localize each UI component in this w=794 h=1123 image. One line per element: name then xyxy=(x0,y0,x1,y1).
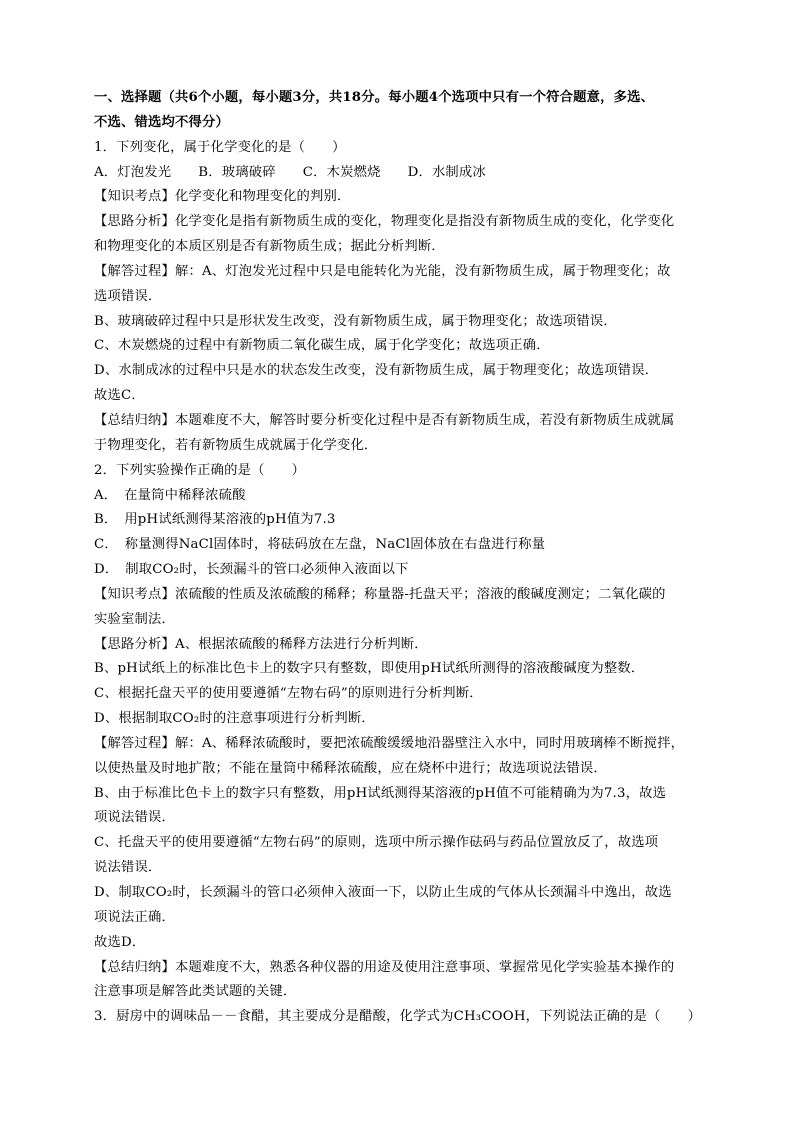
q2-solution: 【解答过程】解：A、稀释浓硫酸时，要把浓硫酸缓缓地沿器壁注入水中，同时用玻璃棒不断搅拌， xyxy=(94,735,685,751)
q1-analysis: 【思路分析】化学变化是指有新物质生成的变化，物理变化是指没有新物质生成的变化，化学变化 xyxy=(94,214,675,230)
q1-solution: 【解答过程】解：A、灯泡发光过程中只是电能转化为光能，没有新物质生成，属于物理变化；故 xyxy=(94,263,671,279)
q2-solution-cont: 以使热量及时地扩散；不能在量筒中稀释浓硫酸，应在烧杯中进行；故选项说法错误． xyxy=(94,760,607,776)
q2-solution-d: D、制取CO₂时，长颈漏斗的管口必须伸入液面一下，以防止生成的气体从长颈漏斗中逸出，故选 xyxy=(94,885,672,900)
question-1-options: A．灯泡发光 B．玻璃破碎 C．木炭燃烧 D．水制成冰 xyxy=(94,164,486,180)
q1-solution-b: B、玻璃破碎过程中只是形状发生改变，没有新物质生成，属于物理变化；故选项错误． xyxy=(94,313,617,329)
section-heading-cont: 不选、错选均不得分） xyxy=(94,114,229,130)
q2-solution-c: C、托盘天平的使用要遵循“左物右码”的原则，选项中所示操作砝码与药品位置放反了，故选项 xyxy=(94,835,659,851)
question-2: 2．下列实验操作正确的是（ ） xyxy=(94,462,306,478)
q2-analysis-b: B、pH试纸上的标准比色卡上的数字只有整数，即使用pH试纸所测得的溶液酸碱度为整数． xyxy=(94,661,645,677)
q2-solution-d-cont: 项说法正确． xyxy=(94,909,175,925)
q1-answer: 故选C． xyxy=(94,388,145,404)
question-3: 3．厨房中的调味品－－食醋，其主要成分是醋酸，化学式为CH₃COOH，下列说法正确的是（ ） xyxy=(94,1009,702,1025)
q2-analysis: 【思路分析】A、根据浓硫酸的稀释方法进行分析判断． xyxy=(94,636,428,652)
document-page xyxy=(94,86,706,1030)
q2-option-c: C． 称量测得NaCl固体时，将砝码放在左盘，NaCl固体放在右盘进行称量 xyxy=(94,537,546,553)
q1-knowledge-point: 【知识考点】化学变化和物理变化的判别． xyxy=(94,189,351,205)
q1-solution-c: C、木炭燃烧的过程中有新物质二氧化碳生成，属于化学变化；故选项正确． xyxy=(94,338,550,354)
question-1: 1．下列变化，属于化学变化的是（ ） xyxy=(94,139,346,155)
q2-solution-b: B、由于标准比色卡上的数字只有整数，用pH试纸测得某溶液的pH值不可能精确为为7.3，故选 xyxy=(94,785,667,801)
q2-answer: 故选D． xyxy=(94,934,146,950)
q2-summary-cont: 注意事项是解答此类试题的关键． xyxy=(94,984,297,1000)
q1-summary-cont: 于物理变化，若有新物质生成就属于化学变化． xyxy=(94,437,378,453)
section-heading: 一、选择题（共6个小题，每小题3分，共18分。每小题4个选项中只有一个符合题意，多选、 xyxy=(94,90,655,105)
q2-solution-b-cont: 项说法错误． xyxy=(94,810,175,826)
q1-solution-d: D、水制成冰的过程中只是水的状态发生改变，没有新物质生成，属于物理变化；故选项错误． xyxy=(94,363,659,379)
q2-solution-c-cont: 说法错误． xyxy=(94,860,162,876)
q1-solution-cont: 选项错误． xyxy=(94,288,162,304)
q2-knowledge-point-cont: 实验室制法． xyxy=(94,611,175,627)
q1-analysis-cont: 和物理变化的本质区别是否有新物质生成；据此分析判断． xyxy=(94,239,445,255)
q2-option-d: D． 制取CO₂时，长颈漏斗的管口必须伸入液面以下 xyxy=(94,562,409,578)
q2-analysis-c: C、根据托盘天平的使用要遵循“左物右码”的原则进行分析判断． xyxy=(94,686,483,702)
q2-knowledge-point: 【知识考点】浓硫酸的性质及浓硫酸的稀释；称量器-托盘天平；溶液的酸碱度测定；二氧化碳的 xyxy=(94,586,666,602)
q2-option-a: A． 在量筒中稀释浓硫酸 xyxy=(94,487,246,503)
q2-summary: 【总结归纳】本题难度不大，熟悉各种仪器的用途及使用注意事项、掌握常见化学实验基本操作的 xyxy=(94,959,675,975)
q2-option-b: B． 用pH试纸测得某溶液的pH值为7.3 xyxy=(94,512,336,528)
q2-analysis-d: D、根据制取CO₂时的注意事项进行分析判断． xyxy=(94,711,375,727)
q1-summary: 【总结归纳】本题难度不大，解答时要分析变化过程中是否有新物质生成，若没有新物质生成就属 xyxy=(94,412,675,428)
